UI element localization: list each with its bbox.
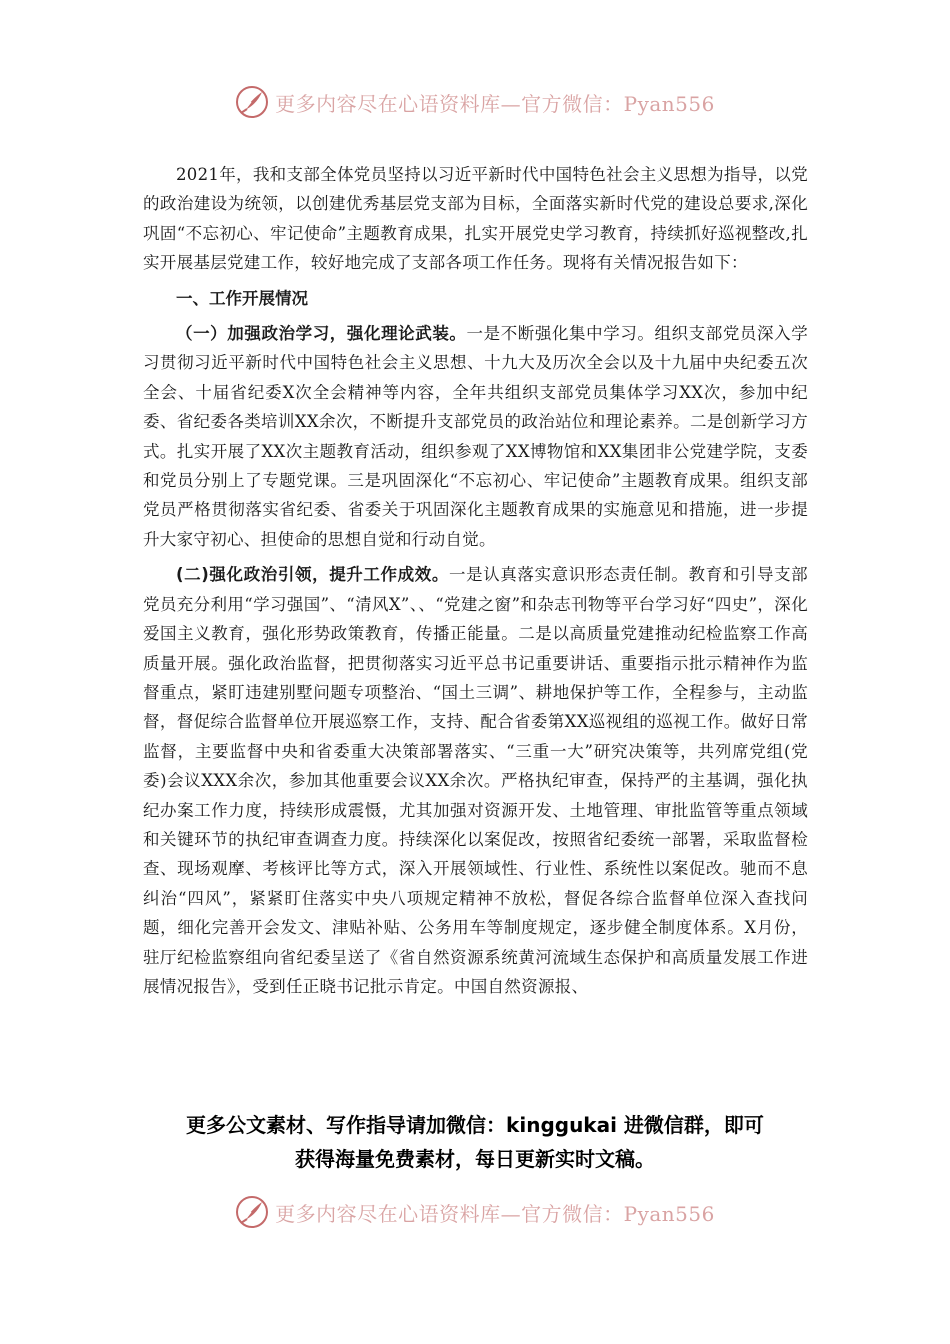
header-watermark-banner: [0, 82, 950, 122]
promo-line-1: 更多公文素材、写作指导请加微信：kinggukai 进微信群，即可: [186, 1113, 764, 1137]
intro-paragraph: 2021年，我和支部全体党员坚持以习近平新时代中国特色社会主义思想为指导，以党的政治建设为统领，以创建优秀基层党支部为目标，全面落实新时代党的建设总要求,深化巩固“不忘初心、牢记使命”主题教育成果，扎实开展党史学习教育，持续抓好巡视整改,扎实开展基层党建工作，较好地完成了支部各项工作任务。现将有关情况报告如下：: [143, 165, 808, 273]
subsection-2-lead: (二)强化政治引领，提升工作成效。: [176, 565, 449, 585]
quill-pen-logo-icon: [235, 1195, 269, 1229]
subsection-1-body: 一是不断强化集中学习。组织支部党员深入学习贯彻习近平新时代中国特色社会主义思想、十九大及历次全会以及十九届中央纪委五次全会、十届省纪委X次全会精神等内容，全年共组织支部党员集体学习XX次，参加中纪委、省纪委各类培训XX余次，不断提升支部党员的政治站位和理论素养。二是创新学习方式。扎实开展了XX次主题教育活动，组织参观了XX博物馆和XX集团非公党建学院，支委和党员分别上了专题党课。三是巩固深化“不忘初心、牢记使命”主题教育成果。组织支部党员严格贯彻落实省纪委、省委关于巩固深化主题教育成果的实施意见和措施，进一步提升大家守初心、担使命的思想自觉和行动自觉。: [143, 324, 808, 549]
subsection-2-body: 一是认真落实意识形态责任制。教育和引导支部党员充分利用“学习强国”、“清风X”、、“党建之窗”和杂志刊物等平台学习好“四史”，深化爱国主义教育，强化形势政策教育，传播正能量。二是以高质量党建推动纪检监察工作高质量开展。强化政治监督，把贯彻落实习近平总书记重要讲话、重要指示批示精神作为监督重点，紧盯违建别墅问题专项整治、“国土三调”、耕地保护等工作，全程参与，主动监督，督促综合监督单位开展巡察工作，支持、配合省委第XX巡视组的巡视工作。做好日常监督，主要监督中央和省委重大决策部署落实、“三重一大”研究决策等，共列席党组(党委)会议XXX余次，参加其他重要会议XX余次。严格执纪审查，保持严的主基调，强化执纪办案工作力度，持续形成震慑，尤其加强对资源开发、土地管理、审批监管等重点领域和关键环节的执纪审查调查力度。持续深化以案促改，按照省纪委统一部署，采取监督检查、现场观摩、考核评比等方式，深入开展领域性、行业性、系统性以案促改。驰而不息纠治“四风”，紧紧盯住落实中央八项规定精神不放松，督促各综合监督单位深入查找问题，细化完善开会发文、津贴补贴、公务用车等制度规定，逐步健全制度体系。X月份，驻厅纪检监察组向省纪委呈送了《省自然资源系统黄河流域生态保护和高质量发展工作进展情况报告》，受到任正晓书记批示肯定。中国自然资源报、: [143, 565, 808, 996]
footer-watermark-banner: [0, 1192, 950, 1232]
section-heading: 一、工作开展情况: [176, 288, 308, 308]
subsection-1-paragraph: [143, 319, 808, 554]
banner-text: 更多内容尽在心语资料库—官方微信：Pyan556: [275, 1201, 715, 1226]
promo-line-2: 获得海量免费素材，每日更新实时文稿。: [295, 1147, 655, 1171]
banner-text: 更多内容尽在心语资料库—官方微信：Pyan556: [275, 91, 715, 116]
subsection-1-lead: （一）加强政治学习，强化理论武装。: [176, 324, 467, 344]
promo-notice: [130, 1108, 820, 1176]
document-body: [143, 160, 808, 1001]
quill-pen-logo-icon: [235, 85, 269, 119]
subsection-2-paragraph: [143, 560, 808, 1001]
